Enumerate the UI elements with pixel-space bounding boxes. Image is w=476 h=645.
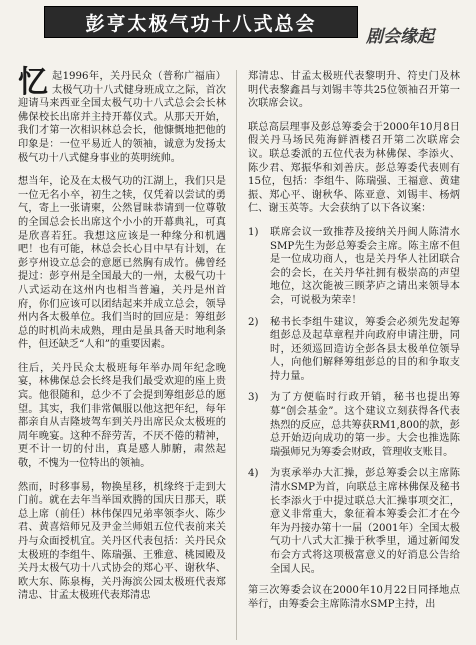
closing-paragraph: 第三次筹委会议在2000年10月22日同择地点举行，由筹委会主席陈清水SMP主持，出 xyxy=(248,585,460,610)
paragraph-6: 联总高层理事及彭总筹委会于2000年10月8日假关丹马场民苑海鲜酒楼召开第二次联席会议。联总委派的五位代表为林佛保、李添火、陈少君、郑振华和刘善庆。彭总筹委代表则有15位，包括：李组牛、陈瑞强、王福意、黄建振、郑心平、谢秋华、陈亚意、刘锡丰、杨炳仁、谢玉英等。大会获纳了以下各议案： xyxy=(248,121,460,215)
list-item xyxy=(248,391,460,459)
paragraph-3: 往后，关丹民众太极班每年举办周年纪念晚宴，林佛保总会长终是我们最受欢迎的座上贵宾。他很随和，总少不了会提到筹组彭总的愿望。其实，我们非常佩服以他这把年纪，每年都亲自从吉隆坡驾车到关丹出席民众太极班的周年晚宴。这种不辞劳苦，不厌不倦的精神，更不计一切的付出，真是感人肺腑，肃然起敬，不愧为一位特出的领袖。 xyxy=(18,362,226,470)
list-number: 2) xyxy=(248,316,259,328)
title-banner xyxy=(44,6,358,38)
list-text: 秘书长李组牛建议，筹委会必须先发起筹组彭总及起草章程并向政府申请注册，同时，还须巡回造访全彭各县太极单位领导人，向他们解释筹组彭总的目的和争取支持力量。 xyxy=(270,316,460,382)
drop-cap: 忆 xyxy=(18,65,48,100)
list-item xyxy=(248,226,460,308)
left-column xyxy=(18,65,226,613)
list-text: 为衷承举办大汇操，彭总筹委会以主席陈清水SMP为首，向联总主席林佛保及秘书长李添火于中提过联总大汇操事项交汇，意义非常重大，象征着本筹委会汇才在今年为丹接办第十一届（2001年）全国太极气功十八式大汇操于秋季里，通过新闻发布会方式将这项极富意义的好消息公告给全国人民。 xyxy=(270,468,460,575)
page-header xyxy=(0,0,476,50)
column-divider xyxy=(236,70,237,640)
paragraph-1: 忆 起1996年，关丹民众（普称广福庙）太极气功十八式健身班成立之际，首次迎请马来西亚全国太极气功十八式总会会长林佛保校长出席并主持开幕仪式。从那天开始，我们才第一次相识林总会长，他慷慨地把他的印象是：一位平易近人的领袖，诚意为发扬太极气功十八式健身事业的英明统帅。 xyxy=(18,65,226,164)
list-number: 3) xyxy=(248,392,259,404)
list-number: 4) xyxy=(248,468,259,480)
right-column xyxy=(248,70,460,621)
list-text: 联席会议一致推荐及接纳关丹闽人陈清水SMP先生为彭总筹委会主席。陈主席不但是一位成功商人，也是关丹华人社团联合会的会长，在关丹华社拥有极崇高的声望地位，这次能被三顾茅庐之请出来领导本会，可说极为荣幸！ xyxy=(270,226,460,306)
section-label: 剧会缘起 xyxy=(366,27,434,47)
paragraph-5: 郑清忠、甘孟太极班代表黎明升、符史门及林明代表黎鑫昌与刘锡丰等共25位领袖召开第一次联席会议。 xyxy=(248,71,460,110)
resolution-list xyxy=(248,226,460,576)
list-text: 为了方便临时行政开销，秘书也提出筹募“创会基金”。这个建议立刻获得各代表热烈的反应，总共筹获RM1,800的款，彭总开始迈向成功的第一步。大会也推选陈瑞强师兄为筹委会财政，管理收支账目。 xyxy=(270,392,460,458)
paragraph-2: 想当年，论及在太极气功的江湖上，我们只是一位无名小卒，初生之犊，仅凭着以尝试的勇气，寄上一张请柬，公然冒昧恭请到一位尊敬的全国总会长出席这个小小的开幕典礼，可真是欣喜若狂。我想这应该是一种缘分和机遇吧！也有可能，林总会长心目中早有计划，在彭亨州设立总会的意愿已然胸有成竹。佛曾经提过：彭亨州是全国最大的一州，太极气功十八式运动在这州内也相当普遍，关丹是州首府，你们应该可以团结起来并成立总会，领导州内各太极单位。我们当时的回应是：筹组彭总的时机尚未成熟，理由是虽具备天时地利条件，但还缺乏“人和”的重要因素。 xyxy=(18,176,226,351)
list-number: 1) xyxy=(248,226,259,238)
list-item xyxy=(248,316,460,384)
page-title: 彭亨太极气功十八式总会 xyxy=(85,12,317,35)
paragraph-4: 然而，时移事易，物换星移，机缘终于走到大门前。就在去年当举国欢腾的国庆日那天，联总上席（前任）林伟保四兄弟率领李火、陈少君、黄喜焙师兄及尹金兰师姐五位代表前来关丹与众面授机宜。关丹区代表包括：关丹民众太极班的李组牛、陈瑞强、王雅意、桃园殿及关丹太极气功十八式协会的郑心平、谢秋华、欧大东、陈泉梅，关丹海滨公园太极班代表郑清忠、甘孟太极班代表郑清忠 xyxy=(18,481,226,602)
list-item xyxy=(248,467,460,576)
